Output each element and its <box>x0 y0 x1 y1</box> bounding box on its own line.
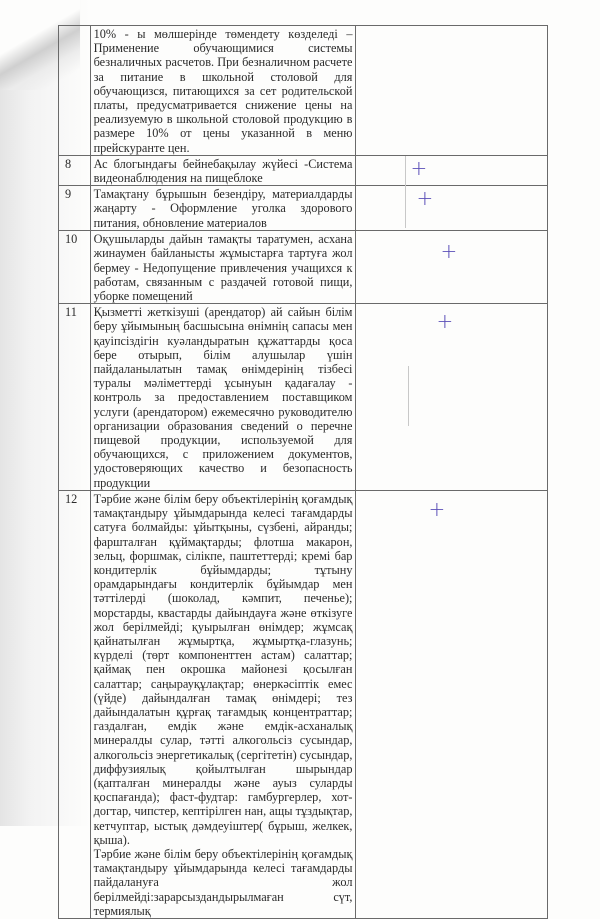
table-row <box>59 490 548 918</box>
row-description: 10% - ы мөлшерінде төмендету көзделеді – Применение обучающимися системы безналичных расчетов. При безналичном расчете за питание в школьной столовой для обучающизся, питающихся за сет родительской платы, предусматривается снижение цены на реализуемую в школьной столовой продукцию в размере 10% от цены указанной в меню прейскуранте цен. <box>90 26 356 156</box>
table-row <box>59 186 548 231</box>
row-mark-cell <box>356 186 548 231</box>
row-description <box>90 490 356 918</box>
handwritten-plus-mark: + <box>416 186 434 211</box>
row-mark-cell <box>356 231 548 304</box>
row-number <box>59 26 91 156</box>
handwritten-plus-mark: + <box>428 496 446 521</box>
row-mark-cell <box>356 304 548 491</box>
row-description: Ас блогындағы бейнебақылау жүйесі -Система видеонаблюдения на пищеблоке <box>90 155 356 185</box>
row-number: 12 <box>59 490 91 918</box>
handwritten-plus-mark: + <box>436 309 454 334</box>
handwritten-plus-mark: + <box>410 155 428 180</box>
row-number: 8 <box>59 155 91 185</box>
row-description: Қызметті жеткізуші (арендатор) ай сайын білім беру ұйымының басшысына өнімнің сапасы мен қауіпсіздігін куәландыратын құжаттарды қоса бере отырып, білім алушылар үшін пайдаланылатын тамақ өнімдерінің тізбесі туралы мәліметтерді ұсынуын қадағалау - контроль за предоставлением поставщиком услуги (арендатором) ежемесячно руководителю организации образования сведений о перечне пищевой продукции, используемой для обучающихся, с приложением документов, удостоверяющих качество и безопасность продукции <box>90 304 356 491</box>
table-row <box>59 231 548 304</box>
row-description-part-2: Тәрбие және білім беру объектілерінің қоғамдық тамақтандыру ұйымдарында келесі тағамдарды пайдалануға жол берілмейді:зарарсыздандырылмаған сүт, термиялық <box>93 846 353 918</box>
checklist-table <box>58 25 548 919</box>
table-row <box>59 26 548 156</box>
table-row <box>59 304 548 491</box>
row-description-part-1: Тәрбие және білім беру объектілерінің қоғамдық тамақтандыру ұйымдарында келесі тағамдарды сатуға болмайды: ұйытқыны, сүзбені, айранды; фаршталған құймақтарды; флотша макарон, зельц, форшмак, сілікпе, паштеттерді; кремі бар кондитерлік бұйымдарды; тұтыну орамдарындағы кондитерлік бұйымдар мен тәттілерді (шоколад, кәмпит, печенье); морстарды, квастарды дайындауға және өткізуге жол берілмейді; қуырылған өнімдер; жұмсақ қайнатылған жұмыртқа, жұмыртқа-глазунь; күрделі (төрт компоненттен астам) салаттар; қаймақ пен окрошка майонезі қосылған салаттар; саңырауқұлақтар; өнеркәсіптік емес (үйде) дайындалған тамақ өнімдері; тез дайындалатын құрғақ тағамдық концентраттар; газдалған, емдік және емдік-асханалық минералды сулар, тәтті алкогольсіз сусындар, алкогольсіз энергетикалық (сергітетін) сусындар, диффузиялық қойылтылған шырындар (қапталған минералды және ауыз суларды қоспағанда); фаст-фудтар: гамбургерлер, хот-догтар, чипстер, кептірілген нан, ащы тұздықтар, кетчуптар, ыстық дәмдеуіштер( бұрыш, желкек, қыша). <box>93 491 353 847</box>
row-number: 11 <box>59 304 91 491</box>
row-number: 9 <box>59 186 91 231</box>
row-mark-cell <box>356 155 548 185</box>
row-description: Тамақтану бұрышын безендіру, материалдарды жаңарту - Оформление уголка здорового питания, обновление материалов <box>90 186 356 231</box>
table-row <box>59 155 548 185</box>
row-number: 10 <box>59 231 91 304</box>
handwritten-plus-mark: + <box>440 239 458 264</box>
faint-divider-line <box>408 366 409 426</box>
row-mark-cell <box>356 490 548 918</box>
row-description: Оқушыларды дайын тамақты таратумен, асхана жинаумен байланысты жұмыстарға тартуға жол бермеу - Недопущение привлечения учащихся к работам, связанным с раздачей готовой пищи, уборке помещений <box>90 231 356 304</box>
row-mark-cell <box>356 26 548 156</box>
